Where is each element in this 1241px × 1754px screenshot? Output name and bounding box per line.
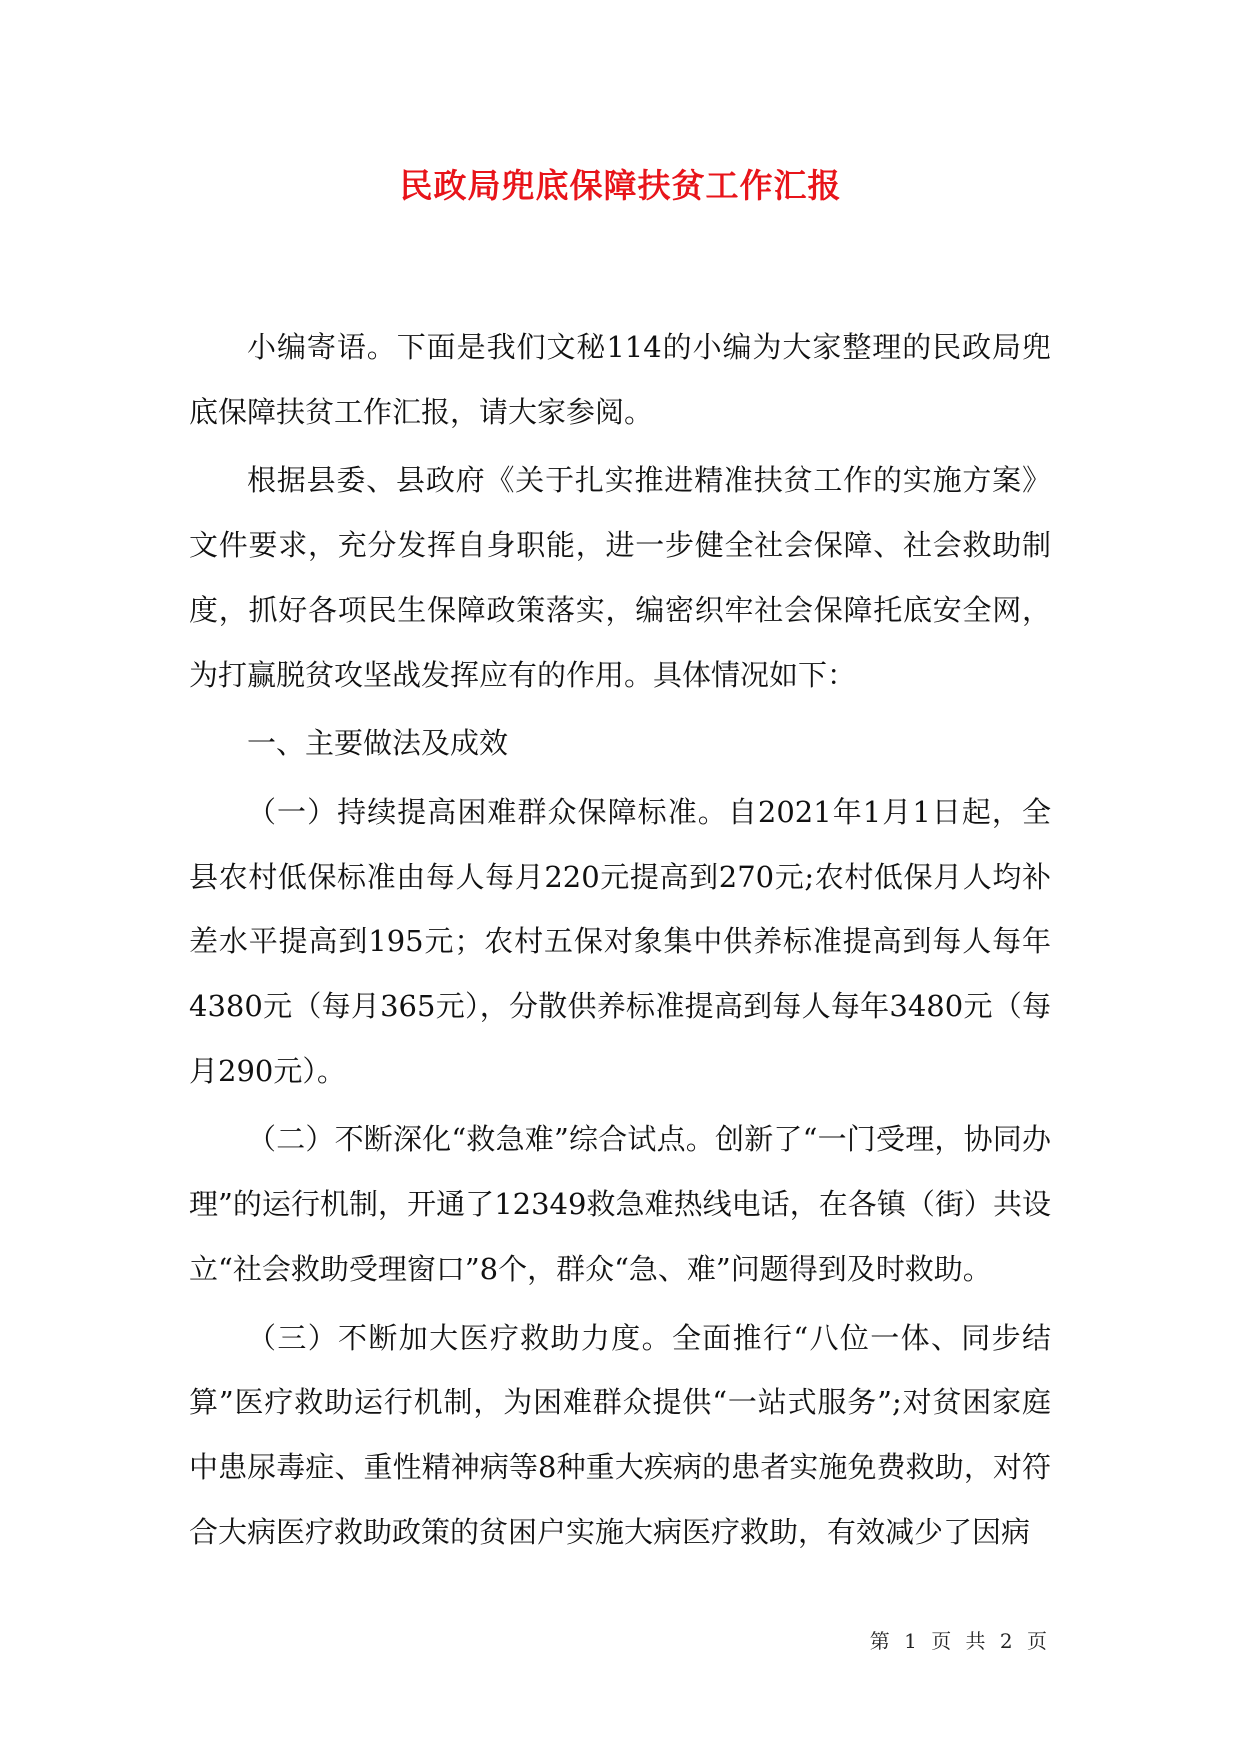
- paragraph-item-1: （一）持续提高困难群众保障标准。自2021年1月1日起，全县农村低保标准由每人每月220元提高到270元;农村低保月人均补差水平提高到195元；农村五保对象集中供养标准提高到每人每年4380元（每月365元），分散供养标准提高到每人每年3480元（每月290元）。: [189, 794, 1051, 1088]
- page-number-footer: 第 1 页 共 2 页: [869, 1629, 1051, 1653]
- paragraph-item-2: （二）不断深化“救急难”综合试点。创新了“一门受理，协同办理”的运行机制，开通了12349救急难热线电话，在各镇（街）共设立“社会救助受理窗口”8个，群众“急、难”问题得到及时救助。: [189, 1122, 1051, 1286]
- section-heading-main-practices: 一、主要做法及成效: [247, 726, 509, 761]
- document-body: [189, 315, 1051, 1564]
- document-title: 民政局兜底保障扶贫工作汇报: [399, 166, 842, 205]
- paragraph-item-3: （三）不断加大医疗救助力度。全面推行“八位一体、同步结算”医疗救助运行机制，为困难群众提供“一站式服务”;对贫困家庭中患尿毒症、重性精神病等8种重大疾病的患者实施免费救助，对符合大病医疗救助政策的贫困户实施大病医疗救助，有效减少了因病: [189, 1320, 1051, 1549]
- paragraph-intro: 小编寄语。下面是我们文秘114的小编为大家整理的民政局兜底保障扶贫工作汇报，请大家参阅。: [189, 330, 1051, 429]
- paragraph-basis: 根据县委、县政府《关于扎实推进精准扶贫工作的实施方案》文件要求，充分发挥自身职能，进一步健全社会保障、社会救助制度，抓好各项民生保障政策落实，编密织牢社会保障托底安全网，为打赢脱贫攻坚战发挥应有的作用。具体情况如下：: [189, 463, 1051, 692]
